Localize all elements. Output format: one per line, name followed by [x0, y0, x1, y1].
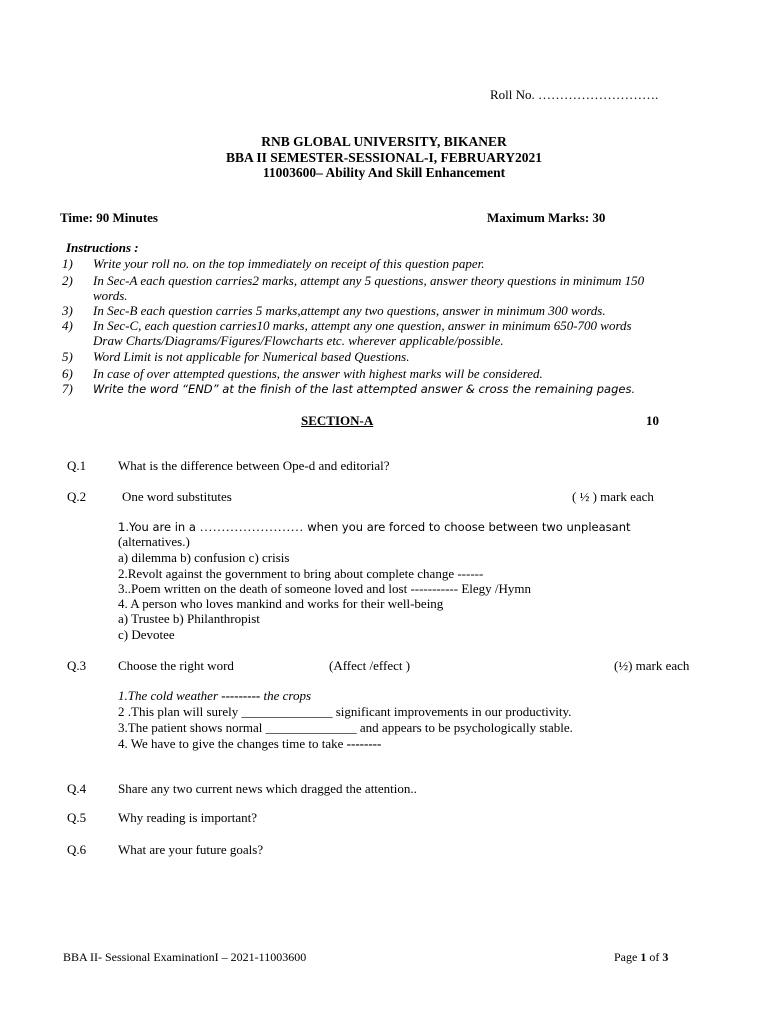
sub-question-line: 4. A person who loves mankind and works for their well-being [118, 596, 444, 611]
page-total: 3 [662, 950, 669, 964]
instruction-text: In case of over attempted questions, the answer with highest marks will be considered. [93, 366, 543, 381]
question-number: Q.4 [67, 781, 87, 796]
instructions-heading: Instructions : [66, 240, 139, 255]
sub-question-line [118, 688, 311, 704]
blank-dots: …………………… [199, 519, 304, 534]
section-marks: 10 [646, 413, 659, 428]
options-line: a) dilemma b) confusion c) crisis [118, 550, 290, 565]
sub-question-prefix: 1.The cold weather [118, 688, 222, 703]
options-line: a) Trustee b) Philanthropist [118, 611, 260, 626]
question-text: What are your future goals? [118, 842, 264, 857]
instruction-text-continued: words. [93, 288, 128, 303]
question-number: Q.2 [67, 489, 87, 504]
sub-question-prefix: 1.You are in a [118, 520, 200, 534]
question-marks: ( ½ ) mark each [572, 489, 654, 504]
university-name: RNB GLOBAL UNIVERSITY, BIKANER [261, 134, 507, 149]
instruction-text: Write the word “END” at the finish of the last attempted answer & cross the remaining pages. [93, 382, 636, 396]
course-title: 11003600– Ability And Skill Enhancement [262, 165, 506, 180]
question-text: Why reading is important? [118, 810, 257, 825]
sub-question-line: 3..Poem written on the death of someone loved and lost ----------- Elegy /Hymn [118, 581, 531, 596]
instruction-number: 6) [62, 366, 73, 381]
sub-question-line: (alternatives.) [118, 534, 190, 549]
sub-question-prefix: 4. We have to give the changes time to take [118, 736, 347, 751]
word-choice: (Affect /effect ) [329, 658, 411, 673]
sub-question-suffix: the crops [260, 688, 312, 703]
question-text: One word substitutes [122, 489, 232, 504]
footer-exam-info: BBA II- Sessional ExaminationI – 2021-11003600 [63, 950, 307, 964]
section-title: SECTION-A [301, 413, 374, 428]
sub-question-line: 3.The patient shows normal ______________ and appears to be psychologically stable. [118, 720, 573, 735]
question-number: Q.3 [67, 658, 87, 673]
instruction-text-continued: Draw Charts/Diagrams/Figures/Flowcharts etc. wherever applicable/possible. [93, 333, 504, 348]
question-text: What is the difference between Ope-d and editorial? [118, 458, 390, 473]
semester-title: BBA II SEMESTER-SESSIONAL-I, FEBRUARY2021 [225, 150, 543, 165]
instruction-text: Write your roll no. on the top immediately on receipt of this question paper. [93, 256, 485, 271]
sub-question-line: 2 .This plan will surely ______________ significant improvements in our productivity. [118, 704, 572, 719]
instruction-number: 3) [62, 303, 73, 318]
page-indicator [614, 950, 668, 965]
instruction-text: Word Limit is not applicable for Numerical based Questions. [93, 349, 410, 364]
question-marks: (½) mark each [614, 658, 690, 673]
instruction-number: 2) [62, 273, 73, 288]
question-number: Q.1 [67, 458, 87, 473]
question-text: Share any two current news which dragged the attention.. [118, 781, 417, 796]
question-text: Choose the right word [118, 658, 234, 673]
instruction-number: 7) [62, 381, 73, 396]
instruction-text: In Sec-C, each question carries10 marks, attempt any one question, answer in minimum 650-700 words [93, 318, 632, 333]
instruction-number: 4) [62, 318, 73, 333]
blank-dashes: -------- [346, 736, 382, 751]
options-line: c) Devotee [118, 627, 175, 642]
instruction-number: 5) [62, 349, 73, 364]
instruction-text: In Sec-B each question carries 5 marks,attempt any two questions, answer in minimum 300 words. [93, 303, 606, 318]
question-number: Q.5 [67, 810, 87, 825]
time-limit: Time: 90 Minutes [60, 210, 158, 225]
maximum-marks: Maximum Marks: 30 [487, 210, 606, 225]
page-prefix: Page [614, 950, 641, 964]
instruction-text: In Sec-A each question carries2 marks, attempt any 5 questions, answer theory questions in minimum 150 [93, 273, 645, 288]
instruction-number: 1) [62, 256, 73, 271]
page-separator: of [646, 950, 663, 964]
sub-question-line: 2.Revolt against the government to bring about complete change ------ [118, 566, 484, 581]
question-number: Q.6 [67, 842, 87, 857]
page-number: 1 [640, 950, 647, 964]
sub-question-line [118, 519, 631, 535]
blank-dashes: --------- [221, 688, 261, 703]
sub-question-line [118, 736, 381, 752]
sub-question-suffix: when you are forced to choose between two unpleasant [303, 520, 631, 534]
roll-number-field: Roll No. ………………………. [490, 87, 659, 102]
